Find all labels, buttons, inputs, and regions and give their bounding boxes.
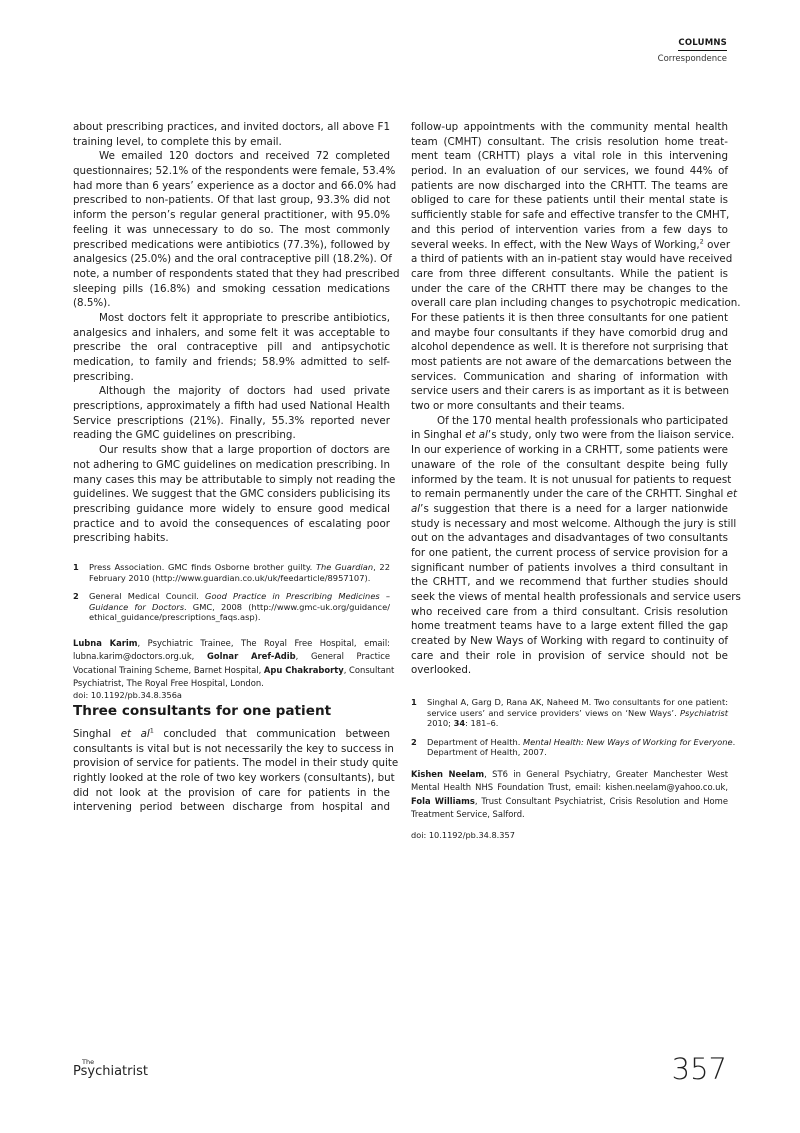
citation-superscript: 2 — [699, 237, 704, 246]
text-line — [411, 795, 728, 808]
text-line: Of the 170 mental health professionals who participated — [437, 414, 729, 427]
citation-superscript: Singhal — [73, 728, 121, 740]
subsection-label: Correspondence — [657, 54, 727, 64]
citation-superscript: service users’ and service providers’ views on ‘New Ways’. — [427, 707, 680, 718]
text-line: analgesics (25.0%) and the oral contraceptive pill (18.2%). Of — [73, 253, 392, 266]
text-line — [427, 718, 728, 729]
reference-number: 1 — [411, 697, 417, 707]
text-line — [411, 487, 738, 502]
text-span: Kishen Neelam — [411, 769, 485, 779]
text-line: Our results show that a large proportion of doctors are — [99, 444, 390, 457]
text-line — [89, 573, 390, 584]
reference-item — [73, 562, 390, 583]
text-line — [89, 591, 390, 602]
citation-superscript: , Consultant — [343, 664, 395, 675]
citation-superscript: , General Practice — [295, 651, 391, 662]
citation-superscript: . GMC, 2008 (http://www.gmc-uk.org/guidance/ — [184, 601, 390, 612]
text-line — [73, 727, 390, 742]
citation-superscript: Vocational Training Scheme, Barnet Hospital, — [73, 664, 264, 675]
text-line: prescribing habits. — [73, 532, 169, 545]
text-span: al — [411, 502, 421, 515]
text-line: feeling it was unnecessary to do so. The most commonly — [73, 223, 390, 236]
left-author-info — [73, 637, 395, 690]
text-line — [411, 428, 735, 443]
text-span: The Guardian — [315, 562, 374, 572]
text-line: Although the majority of doctors had used private — [99, 385, 390, 398]
text-line — [427, 708, 728, 719]
text-line: note, a number of respondents stated that they had prescribed — [73, 267, 400, 280]
citation-superscript: Psychiatrist, The Royal Free Hospital, London. — [73, 677, 264, 688]
citation-superscript: 1 — [149, 726, 154, 735]
text-span: Guidance for Doctors — [89, 601, 185, 612]
text-line: two or more consultants and their teams. — [411, 400, 625, 413]
text-line: home treatment teams have to a large extent filled the gap — [411, 620, 728, 633]
text-line: unaware of the role of the consultant despite being fully — [411, 458, 728, 471]
reference-item — [73, 591, 390, 623]
citation-superscript: ’s study, only two were from the liaison service. — [487, 429, 735, 442]
citation-superscript: Department of Health. — [427, 736, 523, 747]
text-line: most patients are not aware of the demarcations between the — [411, 356, 732, 368]
citation-superscript: , Psychiatric Trainee, The Royal Free Hospital, email: — [137, 638, 390, 648]
text-line: reading the GMC guidelines on prescribing. — [73, 429, 296, 442]
text-line: (8.5%). — [73, 297, 111, 310]
text-line: care from three different consultants. While the patient is — [411, 267, 728, 280]
citation-superscript: ’s suggestion that there is a need for a larger nationwide — [420, 502, 728, 515]
text-line: overlooked. — [411, 664, 472, 677]
right-body — [411, 120, 741, 678]
citation-superscript: Department of Health, 2007. — [427, 747, 547, 758]
text-line: medication, to family and friends; 58.9% admitted to self- — [73, 356, 390, 368]
text-line — [427, 736, 736, 748]
text-line: period. In an evaluation of our services, we found 44% of — [411, 165, 728, 178]
text-line: inform the person’s regular general practitioner, with 95.0% — [73, 209, 390, 222]
text-line: obliged to care for these patients until their mental state is — [411, 194, 728, 207]
text-line: prescriptions, approximately a fifth had used National Health — [73, 400, 390, 413]
text-line: In our experience of working in a CRHTT, some patients were — [411, 444, 728, 457]
text-line: prescribe the oral contraceptive pill and antipsychotic — [73, 341, 390, 354]
text-line: informed by the team. It is not unusual for patients to request — [411, 473, 732, 486]
left-doi[interactable]: doi: 10.1192/pb.34.8.356a — [73, 690, 182, 700]
text-line — [411, 808, 728, 821]
text-line: team (CMHT) consultant. The crisis resolution home treat- — [411, 135, 728, 148]
text-line: rightly looked at the role of two key workers (consultants), but — [73, 772, 395, 785]
text-line: ment team (CRHTT) plays a vital role in this intervening — [411, 150, 728, 163]
citation-superscript: over — [703, 238, 731, 251]
text-line: service users and their carers is as important as it is between — [411, 385, 730, 398]
text-line: had more than 6 years’ experience as a doctor and 66.0% had — [73, 179, 397, 192]
text-line: prescribed to non-patients. Of that last group, 93.3% did not — [73, 194, 390, 207]
running-header — [658, 38, 727, 64]
text-line: many cases this may be attributable to simply not reading the — [73, 473, 396, 486]
text-line — [427, 747, 728, 758]
text-line — [411, 502, 728, 517]
text-line: consultants is vital but is not necessarily the key to success in — [73, 742, 394, 755]
text-line: services. Communication and sharing of information with — [411, 370, 728, 383]
text-line — [89, 612, 390, 623]
reference-item — [411, 697, 728, 729]
citation-superscript: General Medical Council. — [89, 591, 206, 602]
right-doi[interactable]: doi: 10.1192/pb.34.8.357 — [411, 830, 515, 840]
citation-superscript: ethical_guidance/prescriptions_faqs.asp). — [89, 612, 261, 623]
text-line: under the care of the CRHTT there may be changes to the — [411, 282, 728, 295]
text-line — [89, 602, 390, 613]
citation-superscript: Press Association. GMC finds Osborne brother guilty. — [89, 562, 316, 572]
text-span: Good Practice in Prescribing Medicines – — [205, 591, 391, 602]
citation-superscript: , ST6 in General Psychiatry, Greater Manchester West — [484, 769, 729, 779]
text-line: seek the views of mental health professionals and service users — [411, 591, 741, 603]
logo-the: The — [82, 1058, 95, 1066]
text-line: alcohol dependence as well. It is therefore not surprising that — [411, 341, 728, 354]
text-span: Golnar Aref-Adib — [206, 651, 296, 662]
right-author-info — [411, 768, 728, 821]
text-line: prescribing guidance more widely to ensure good medical — [73, 502, 390, 515]
text-line — [411, 781, 728, 794]
citation-superscript: , Trust Consultant Psychiatrist, Crisis Resolution and Home — [474, 795, 728, 806]
citation-superscript: in Singhal — [411, 429, 466, 442]
left-references — [73, 562, 390, 631]
text-line — [73, 637, 390, 650]
text-line: patients are now discharged into the CRHTT. The teams are — [411, 179, 728, 192]
text-line: prescribing. — [73, 370, 134, 383]
text-line: provision of service for patients. The model in their study quite — [73, 757, 399, 770]
text-line: We emailed 120 doctors and received 72 completed — [99, 150, 390, 163]
text-line: who received care from a third consultant. Crisis resolution — [411, 605, 728, 618]
text-line: questionnaires; 52.1% of the respondents were female, 53.4% — [73, 165, 396, 178]
text-line: study is necessary and most welcome. Although the jury is still — [411, 517, 737, 530]
left-body — [73, 120, 400, 546]
text-line: prescribed medications were antibiotics (77.3%), followed by — [73, 238, 390, 251]
text-line — [411, 768, 728, 781]
citation-superscript: Treatment Service, Salford. — [411, 808, 525, 819]
text-line — [427, 697, 728, 708]
text-line: significant number of patients involves a third consultant in — [411, 561, 728, 574]
citation-superscript: February 2010 (http://www.guardian.co.uk/uk/feedarticle/8957107). — [89, 572, 371, 583]
text-span: Mental Health: New Ways of Working for Everyone — [523, 736, 733, 747]
text-line: intervening period between discharge from hospital and — [73, 801, 390, 814]
reference-number: 2 — [411, 736, 417, 747]
citation-superscript: : 181–6. — [465, 718, 499, 729]
text-line: For these patients it is then three consultants for one patient — [411, 311, 728, 324]
citation-superscript: several weeks. In effect, with the New Ways of Working, — [411, 238, 700, 251]
text-line: for one patient, the current process of service provision for a — [411, 546, 728, 559]
text-line: a third of patients with an in-patient stay would have received — [411, 253, 733, 266]
citation-superscript: , 22 — [373, 562, 390, 572]
text-line: and this period of intervention varies from a few days to — [411, 223, 728, 236]
article-body-left — [73, 726, 399, 815]
text-line: overall care plan including changes to psychotropic medication. — [411, 297, 741, 310]
text-line: guidelines. We suggest that the GMC considers publicising its — [73, 488, 391, 501]
page-number: 357 — [671, 1052, 727, 1086]
text-line: Most doctors felt it appropriate to prescribe antibiotics, — [99, 311, 390, 324]
text-line — [89, 562, 390, 573]
citation-superscript: lubna.karim@doctors.org.uk, — [73, 651, 207, 662]
citation-superscript: Mental Health NHS Foundation Trust, email: kishen.neelam@yahoo.co.uk, — [411, 782, 728, 793]
text-span: 34 — [453, 718, 466, 729]
text-line: about prescribing practices, and invited doctors, all above F1 — [73, 121, 390, 133]
text-line: the CRHTT, and we recommend that further studies should — [411, 576, 728, 589]
section-label: COLUMNS — [678, 38, 727, 51]
text-line — [73, 664, 395, 677]
text-span: et — [726, 488, 738, 501]
text-line: follow-up appointments with the community mental health — [411, 121, 728, 133]
citation-superscript: Singhal A, Garg D, Rana AK, Naheed M. Two consultants for one patient: — [427, 697, 728, 707]
citation-superscript: concluded that communication between — [153, 728, 390, 740]
reference-number: 1 — [73, 562, 79, 572]
journal-logo — [73, 1058, 148, 1079]
text-line: sufficiently stable for safe and effective transfer to the CMHT, — [411, 209, 730, 222]
citation-superscript: to remain permanently under the care of the CRHTT. Singhal — [411, 488, 727, 501]
citation-superscript: . — [732, 736, 736, 747]
text-span: Psychiatrist — [680, 707, 728, 718]
citation-superscript: 2010; — [427, 718, 454, 729]
text-line: and maybe four consultants if they have comorbid drug and — [411, 326, 728, 339]
text-line: analgesics and inhalers, and some felt it was acceptable to — [73, 326, 390, 339]
text-span: et al — [120, 728, 150, 740]
text-span: Apu Chakraborty — [263, 664, 344, 675]
text-span: Lubna Karim — [73, 638, 138, 648]
text-line: practice and to avoid the consequences of escalating poor — [73, 517, 390, 530]
text-line — [73, 677, 390, 690]
logo-main: Psychiatrist — [73, 1064, 148, 1079]
text-line — [411, 237, 731, 253]
text-line: did not look at the provision of care for patients in the — [73, 786, 390, 799]
article-heading: Three consultants for one patient — [73, 703, 332, 719]
text-span: Fola Williams — [411, 795, 475, 806]
reference-number: 2 — [73, 591, 79, 602]
text-line: Service prescriptions (21%). Finally, 55.3% reported never — [73, 414, 390, 427]
text-line: created by New Ways of Working with regard to continuity of — [411, 635, 728, 648]
text-line — [73, 650, 390, 663]
text-line: out on the advantages and disadvantages of two consultants — [411, 532, 728, 545]
text-line: not adhering to GMC guidelines on medication prescribing. In — [73, 458, 390, 471]
text-line: care and their role in provision of service should not be — [411, 649, 728, 662]
text-span: et al — [465, 429, 488, 442]
reference-item — [411, 736, 736, 758]
right-references — [411, 697, 736, 766]
text-line: sleeping pills (16.8%) and smoking cessation medications — [73, 282, 390, 295]
text-line: training level, to complete this by email. — [73, 135, 282, 148]
